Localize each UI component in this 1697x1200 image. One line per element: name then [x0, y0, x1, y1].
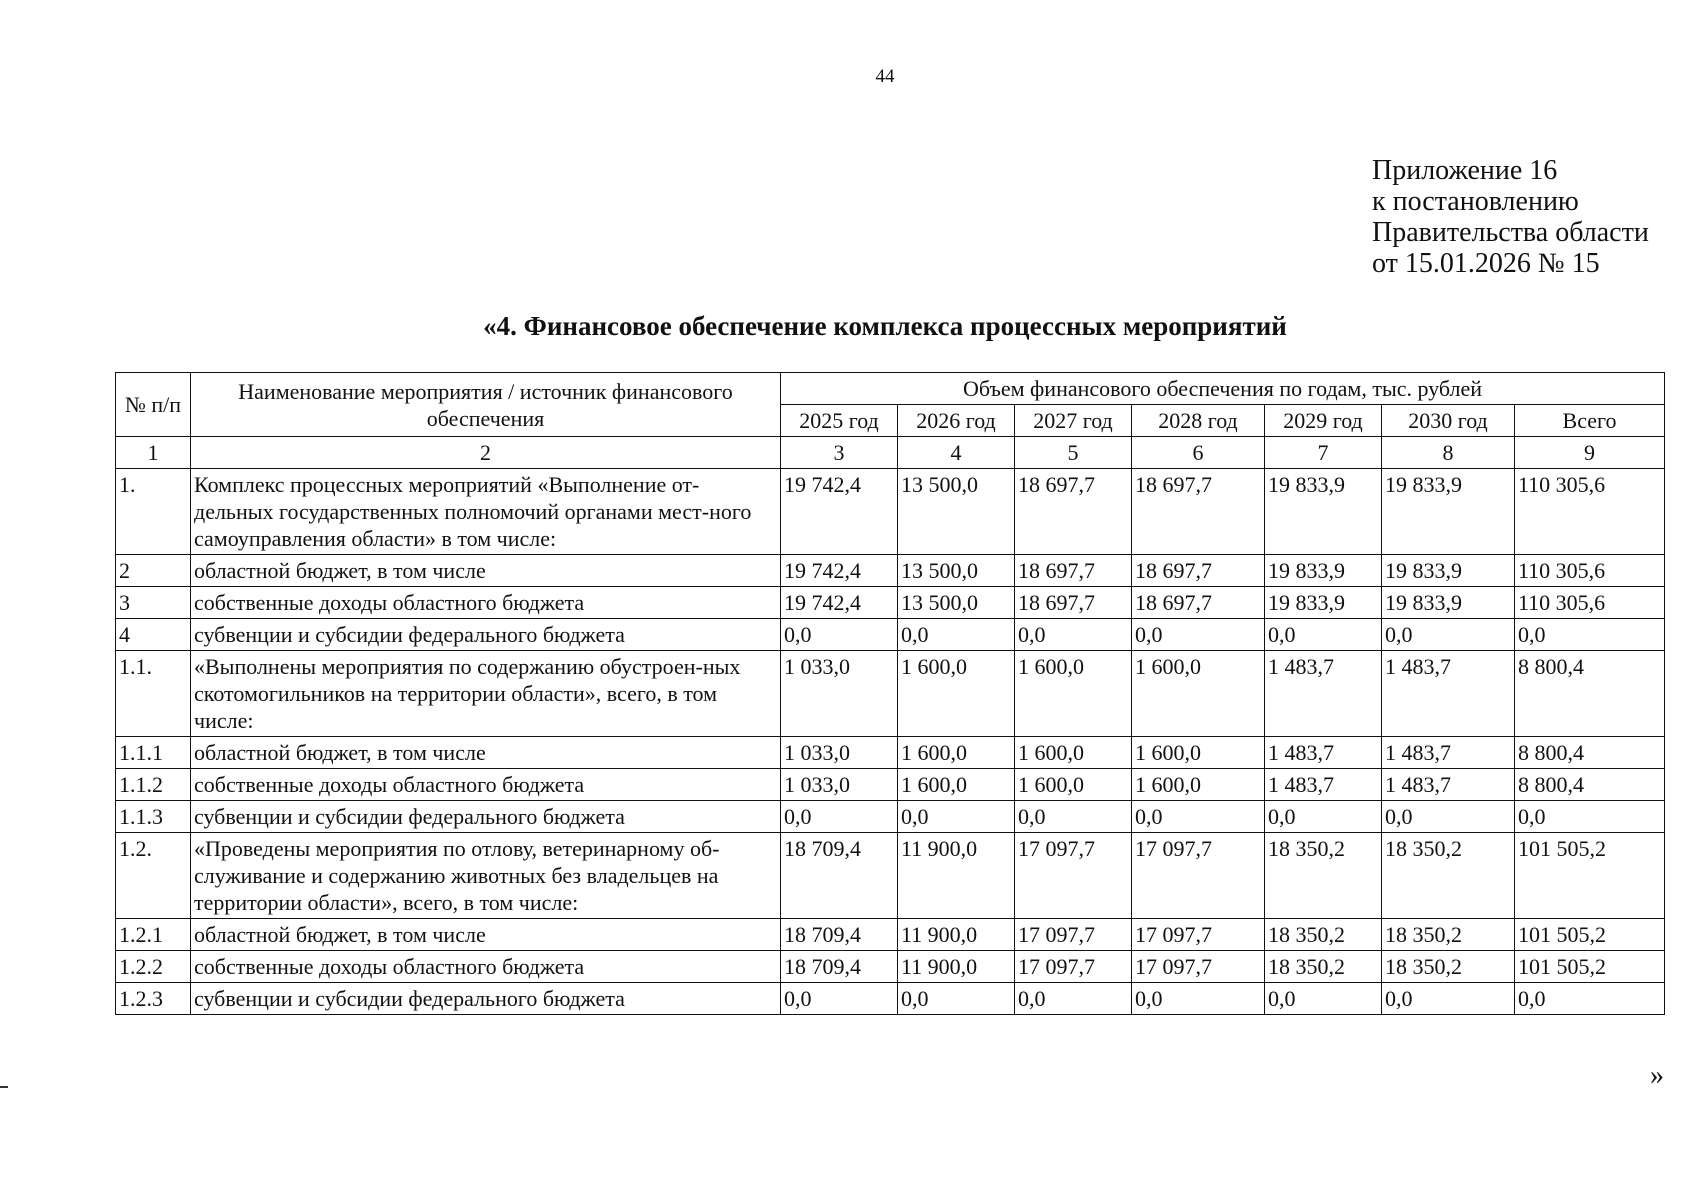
row-value: 1 600,0	[1015, 651, 1132, 737]
row-value: 0,0	[1132, 619, 1265, 651]
appendix-line: Правительства области	[1372, 217, 1649, 248]
row-total: 110 305,6	[1515, 469, 1665, 555]
row-value: 1 483,7	[1382, 769, 1515, 801]
row-value: 17 097,7	[1015, 833, 1132, 919]
row-value: 0,0	[1132, 983, 1265, 1015]
appendix-line: к постановлению	[1372, 186, 1579, 217]
row-value: 18 697,7	[1132, 587, 1265, 619]
row-value: 0,0	[1132, 801, 1265, 833]
column-numbers-row	[116, 437, 1665, 469]
table-row	[116, 801, 1665, 833]
financing-table	[115, 372, 1665, 1015]
row-total: 0,0	[1515, 801, 1665, 833]
row-name: субвенции и субсидии федерального бюджета	[191, 801, 781, 833]
row-name: областной бюджет, в том числе	[191, 919, 781, 951]
row-value: 17 097,7	[1015, 951, 1132, 983]
row-value: 1 600,0	[898, 651, 1015, 737]
row-value: 18 350,2	[1265, 919, 1382, 951]
table-row	[116, 737, 1665, 769]
row-number: 1.	[116, 469, 191, 555]
row-value: 1 600,0	[1132, 651, 1265, 737]
column-number: 9	[1515, 437, 1665, 469]
row-value: 1 483,7	[1382, 737, 1515, 769]
row-value: 1 600,0	[1015, 737, 1132, 769]
row-value: 18 709,4	[781, 919, 898, 951]
row-value: 0,0	[898, 983, 1015, 1015]
row-value: 1 600,0	[1132, 737, 1265, 769]
row-value: 1 483,7	[1265, 769, 1382, 801]
row-value: 18 709,4	[781, 833, 898, 919]
margin-mark	[0, 1086, 8, 1088]
column-number: 3	[781, 437, 898, 469]
row-number: 2	[116, 555, 191, 587]
column-number: 8	[1382, 437, 1515, 469]
row-value: 1 600,0	[1132, 769, 1265, 801]
row-name: субвенции и субсидии федерального бюджета	[191, 983, 781, 1015]
row-value: 0,0	[1382, 983, 1515, 1015]
table-row	[116, 951, 1665, 983]
row-number: 1.2.2	[116, 951, 191, 983]
row-value: 1 600,0	[898, 769, 1015, 801]
row-total: 110 305,6	[1515, 555, 1665, 587]
row-value: 0,0	[1265, 983, 1382, 1015]
row-value: 18 709,4	[781, 951, 898, 983]
document-title: «4. Финансовое обеспечение комплекса процессных мероприятий	[483, 311, 1287, 341]
row-name: собственные доходы областного бюджета	[191, 951, 781, 983]
header-year: 2025 год	[781, 405, 898, 437]
row-name: Комплекс процессных мероприятий «Выполнение от-дельных государственных полномочий органами мест-ного самоуправления области» в том числе:	[191, 469, 781, 555]
row-value: 18 697,7	[1132, 555, 1265, 587]
row-total: 0,0	[1515, 983, 1665, 1015]
header-year: 2028 год	[1132, 405, 1265, 437]
table-row	[116, 769, 1665, 801]
row-value: 1 033,0	[781, 737, 898, 769]
row-value: 0,0	[898, 619, 1015, 651]
table-row	[116, 983, 1665, 1015]
row-value: 19 833,9	[1265, 469, 1382, 555]
row-value: 0,0	[1015, 619, 1132, 651]
column-number: 1	[116, 437, 191, 469]
row-value: 18 350,2	[1382, 951, 1515, 983]
row-value: 18 697,7	[1015, 555, 1132, 587]
appendix-line: Приложение 16	[1372, 155, 1558, 186]
row-value: 17 097,7	[1132, 833, 1265, 919]
row-value: 17 097,7	[1132, 919, 1265, 951]
row-value: 18 350,2	[1265, 951, 1382, 983]
row-value: 1 600,0	[898, 737, 1015, 769]
table-row	[116, 587, 1665, 619]
row-number: 1.2.	[116, 833, 191, 919]
row-value: 1 483,7	[1265, 737, 1382, 769]
row-value: 19 833,9	[1382, 555, 1515, 587]
header-num: № п/п	[116, 373, 191, 437]
row-value: 11 900,0	[898, 951, 1015, 983]
row-value: 0,0	[1015, 983, 1132, 1015]
row-value: 17 097,7	[1132, 951, 1265, 983]
row-value: 1 483,7	[1265, 651, 1382, 737]
row-total: 8 800,4	[1515, 737, 1665, 769]
row-name: областной бюджет, в том числе	[191, 737, 781, 769]
row-value: 19 833,9	[1265, 587, 1382, 619]
row-number: 1.1.2	[116, 769, 191, 801]
row-value: 19 742,4	[781, 555, 898, 587]
row-total: 110 305,6	[1515, 587, 1665, 619]
closing-quote: »	[1650, 1060, 1664, 1091]
row-number: 1.2.3	[116, 983, 191, 1015]
header-year: 2027 год	[1015, 405, 1132, 437]
column-number: 6	[1132, 437, 1265, 469]
row-number: 1.1.1	[116, 737, 191, 769]
row-name: собственные доходы областного бюджета	[191, 587, 781, 619]
page-number: 44	[875, 66, 895, 87]
row-value: 13 500,0	[898, 555, 1015, 587]
appendix-block	[1372, 155, 1649, 279]
column-number: 2	[191, 437, 781, 469]
row-name: субвенции и субсидии федерального бюджета	[191, 619, 781, 651]
row-total: 101 505,2	[1515, 833, 1665, 919]
row-value: 0,0	[781, 801, 898, 833]
row-total: 8 800,4	[1515, 651, 1665, 737]
row-value: 0,0	[1382, 801, 1515, 833]
column-number: 4	[898, 437, 1015, 469]
appendix-line: от 15.01.2026 № 15	[1372, 248, 1600, 279]
row-value: 11 900,0	[898, 919, 1015, 951]
row-value: 1 033,0	[781, 651, 898, 737]
row-number: 1.2.1	[116, 919, 191, 951]
row-value: 1 483,7	[1382, 651, 1515, 737]
row-value: 0,0	[1015, 801, 1132, 833]
row-total: 101 505,2	[1515, 919, 1665, 951]
row-number: 1.1.3	[116, 801, 191, 833]
row-value: 0,0	[1265, 619, 1382, 651]
header-name: Наименование мероприятия / источник финансового обеспечения	[191, 373, 781, 437]
table-row	[116, 651, 1665, 737]
row-value: 18 350,2	[1382, 919, 1515, 951]
row-name: областной бюджет, в том числе	[191, 555, 781, 587]
row-value: 19 742,4	[781, 469, 898, 555]
header-year: 2030 год	[1382, 405, 1515, 437]
row-value: 18 697,7	[1132, 469, 1265, 555]
table-row	[116, 469, 1665, 555]
row-total: 8 800,4	[1515, 769, 1665, 801]
column-number: 5	[1015, 437, 1132, 469]
row-value: 19 833,9	[1265, 555, 1382, 587]
header-year: 2029 год	[1265, 405, 1382, 437]
row-total: 101 505,2	[1515, 951, 1665, 983]
row-value: 19 742,4	[781, 587, 898, 619]
row-value: 0,0	[781, 983, 898, 1015]
row-number: 1.1.	[116, 651, 191, 737]
table-row	[116, 555, 1665, 587]
row-value: 0,0	[1265, 801, 1382, 833]
row-value: 0,0	[1382, 619, 1515, 651]
row-name: «Проведены мероприятия по отлову, ветеринарному об-служивание и содержанию животных без владельцев на территории области», всего, в том числе:	[191, 833, 781, 919]
row-value: 18 350,2	[1382, 833, 1515, 919]
row-total: 0,0	[1515, 619, 1665, 651]
row-value: 19 833,9	[1382, 469, 1515, 555]
row-value: 17 097,7	[1015, 919, 1132, 951]
table-row	[116, 619, 1665, 651]
header-group: Объем финансового обеспечения по годам, тыс. рублей	[781, 373, 1665, 405]
row-value: 11 900,0	[898, 833, 1015, 919]
row-value: 0,0	[781, 619, 898, 651]
row-value: 0,0	[898, 801, 1015, 833]
header-total: Всего	[1515, 405, 1665, 437]
row-value: 1 600,0	[1015, 769, 1132, 801]
table-row	[116, 833, 1665, 919]
row-value: 18 697,7	[1015, 469, 1132, 555]
row-number: 3	[116, 587, 191, 619]
row-value: 18 350,2	[1265, 833, 1382, 919]
column-number: 7	[1265, 437, 1382, 469]
row-name: собственные доходы областного бюджета	[191, 769, 781, 801]
header-year: 2026 год	[898, 405, 1015, 437]
row-value: 18 697,7	[1015, 587, 1132, 619]
row-value: 19 833,9	[1382, 587, 1515, 619]
table-row	[116, 919, 1665, 951]
row-number: 4	[116, 619, 191, 651]
row-value: 13 500,0	[898, 587, 1015, 619]
row-name: «Выполнены мероприятия по содержанию обустроен-ных скотомогильников на территории области», всего, в том числе:	[191, 651, 781, 737]
row-value: 13 500,0	[898, 469, 1015, 555]
row-value: 1 033,0	[781, 769, 898, 801]
